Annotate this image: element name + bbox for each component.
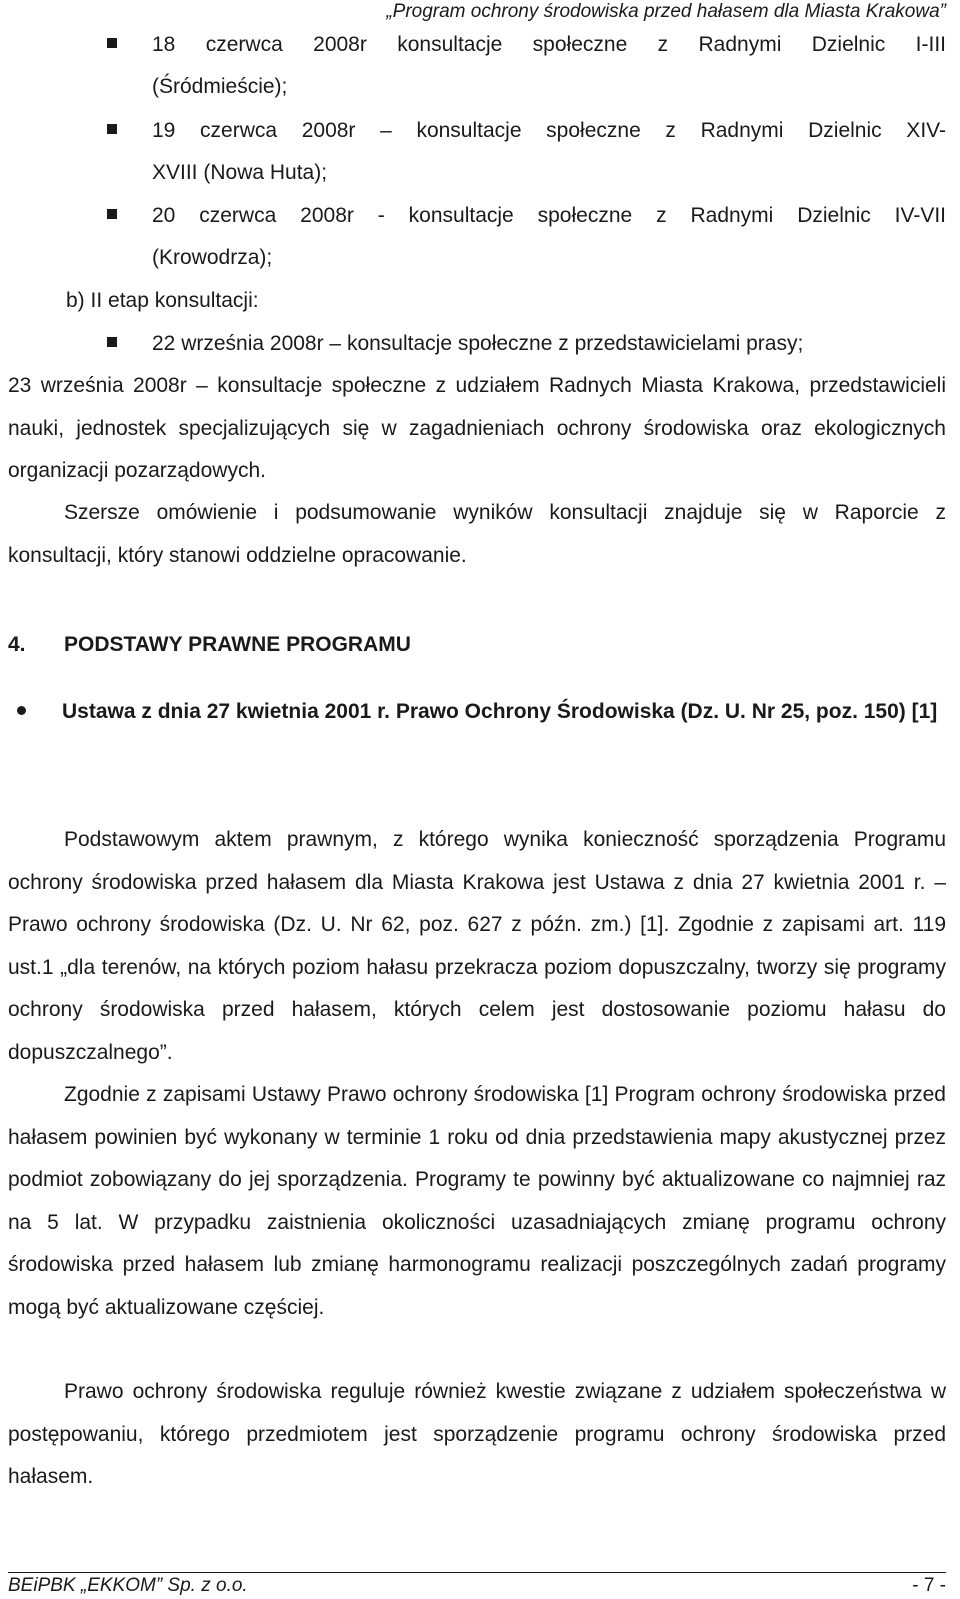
list-item: 20 czerwca 2008r - konsultacje społeczne z Radnymi Dzielnic IV-VII: [152, 204, 946, 227]
list-item-cont: (Krowodrza);: [152, 246, 273, 269]
square-bullet-icon: [107, 124, 117, 134]
summary-paragraph: Szersze omówienie i podsumowanie wyników konsultacji znajduje się w Raporcie z konsultacji, który stanowi oddzielne opracowanie.: [8, 501, 946, 567]
paragraph-1: Podstawowym aktem prawnym, z którego wynika konieczność sporządzenia Programu ochrony środowiska przed hałasem dla Miasta Krakowa jest Ustawa z dnia 27 kwietnia 2001 r. – Prawo ochrony środowiska (Dz. U. Nr 62, poz. 627 z późn. zm.) [1]. Zgodnie z zapisami art. 119 ust.1 „dla terenów, na których poziom hałasu przekracza poziom dopuszczalny, tworzy się programy ochrony środowiska przed hałasem, których celem jest dostosowanie poziomu hałasu do dopuszczalnego”.: [8, 828, 946, 1064]
paragraph-2: Zgodnie z zapisami Ustawy Prawo ochrony środowiska [1] Program ochrony środowiska przed hałasem powinien być wykonany w terminie 1 roku od dnia przedstawienia mapy akustycznej przez podmiot zobowiązany do jej sporządzenia. Programy te powinny być aktualizowane co najmniej raz na 5 lat. W przypadku zaistnienia okoliczności uzasadniających zmianę programu ochrony środowiska przed hałasem lub zmianę harmonogramu realizacji poszczególnych zadań programy mogą być aktualizowane częściej.: [8, 1083, 946, 1319]
sept23-paragraph: 23 września 2008r – konsultacje społeczne z udziałem Radnych Miasta Krakowa, przedstawicieli nauki, jednostek specjalizujących się w zagadnieniach ochrony środowiska oraz ekologicznych organizacji pozarządowych.: [8, 374, 946, 483]
list-item-cont: (Śródmieście);: [152, 75, 288, 98]
square-bullet-icon: [107, 38, 117, 48]
stage2-label: b) II etap konsultacji:: [66, 289, 259, 312]
list-item: 22 września 2008r – konsultacje społeczne z przedstawicielami prasy;: [152, 332, 804, 355]
page-number: - 7 -: [912, 1575, 946, 1596]
paragraph-3: Prawo ochrony środowiska reguluje również kwestie związane z udziałem społeczeństwa w postępowaniu, którego przedmiotem jest sporządzenie programu ochrony środowiska przed hałasem.: [8, 1380, 946, 1489]
law-item: Ustawa z dnia 27 kwietnia 2001 r. Prawo Ochrony Środowiska (Dz. U. Nr 25, poz. 150) [1]: [62, 700, 938, 723]
section-number: 4.: [8, 633, 26, 656]
list-item: 19 czerwca 2008r – konsultacje społeczne z Radnymi Dzielnic XIV-: [152, 119, 946, 142]
square-bullet-icon: [107, 337, 117, 347]
section-title: PODSTAWY PRAWNE PROGRAMU: [64, 633, 411, 656]
round-bullet-icon: [17, 706, 26, 715]
footer-divider: [8, 1572, 946, 1573]
list-item: 18 czerwca 2008r konsultacje społeczne z Radnymi Dzielnic I-III: [152, 33, 946, 56]
footer-company: BEiPBK „EKKOM” Sp. z o.o.: [8, 1575, 248, 1596]
running-header: „Program ochrony środowiska przed hałasem dla Miasta Krakowa”: [386, 1, 946, 22]
section-heading: [8, 633, 411, 657]
square-bullet-icon: [107, 209, 117, 219]
list-item-cont: XVIII (Nowa Huta);: [152, 161, 328, 184]
